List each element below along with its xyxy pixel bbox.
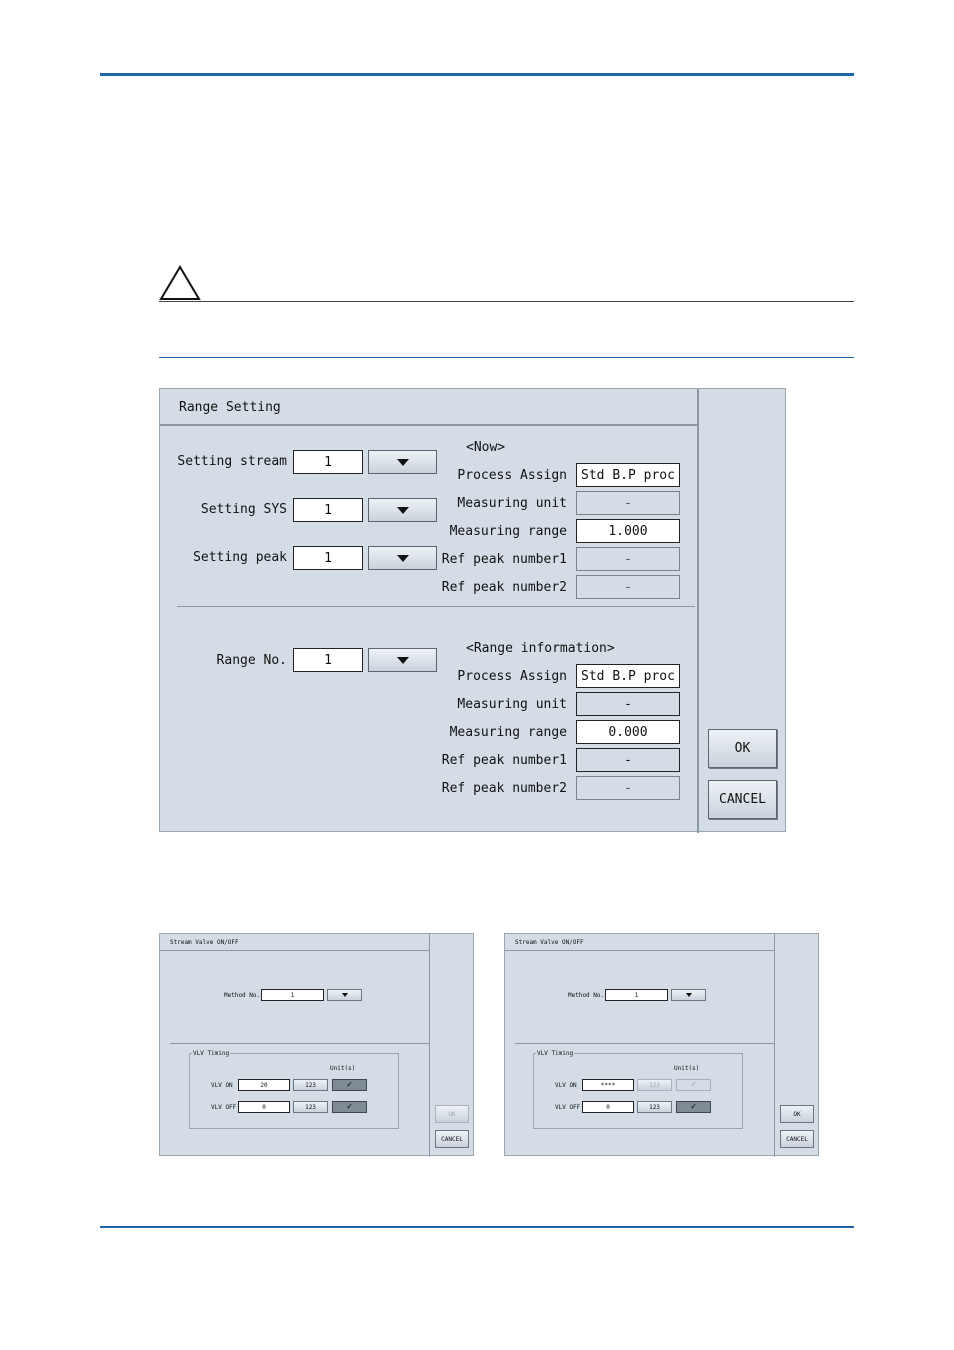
range-measuring-unit-value: - xyxy=(576,692,680,716)
now-measuring-unit-value: - xyxy=(576,491,680,515)
chevron-down-icon xyxy=(397,555,409,562)
setting-stream-field[interactable]: 1 xyxy=(293,450,363,474)
now-ref-peak-2-label: Ref peak number2 xyxy=(441,580,567,595)
section-divider xyxy=(177,606,695,607)
cancel-button[interactable]: CANCEL xyxy=(435,1130,469,1148)
range-process-assign-label: Process Assign xyxy=(457,669,567,684)
valve-screen-right xyxy=(504,933,819,1156)
now-process-assign-label: Process Assign xyxy=(457,468,567,483)
range-measuring-range-label: Measuring range xyxy=(449,725,567,740)
vlv-on-label: VLV ON xyxy=(211,1082,233,1089)
vlv-off-keypad-button[interactable]: 123 xyxy=(637,1101,672,1113)
vlv-on-keypad-button[interactable]: 123 xyxy=(637,1079,672,1091)
screen-title: Range Setting xyxy=(179,400,281,415)
range-no-field[interactable]: 1 xyxy=(293,648,363,672)
section-divider xyxy=(170,1043,429,1044)
unit-label: Unit(s) xyxy=(330,1065,356,1072)
method-no-dropdown[interactable] xyxy=(327,989,362,1001)
vlv-off-unit-checkbox[interactable] xyxy=(332,1101,367,1113)
screen-title: Stream Valve ON/OFF xyxy=(515,939,584,946)
range-info-header: <Range information> xyxy=(466,641,615,656)
range-measuring-range-value: 0.000 xyxy=(576,720,680,744)
vlv-off-label: VLV OFF xyxy=(211,1104,237,1111)
vlv-off-field[interactable]: 0 xyxy=(582,1101,634,1113)
vlv-timing-group xyxy=(533,1053,743,1129)
screen-title: Stream Valve ON/OFF xyxy=(170,939,239,946)
title-divider xyxy=(160,424,697,426)
chevron-down-icon xyxy=(397,459,409,466)
vlv-on-field[interactable]: 20 xyxy=(238,1079,290,1091)
vlv-off-keypad-button[interactable]: 123 xyxy=(293,1101,328,1113)
cancel-button[interactable]: CANCEL xyxy=(780,1130,814,1148)
section-rule xyxy=(159,357,854,358)
caution-icon xyxy=(159,265,201,301)
chevron-down-icon xyxy=(342,993,348,997)
ok-button[interactable]: OK xyxy=(780,1105,814,1123)
section-divider xyxy=(515,1043,774,1044)
button-panel-divider xyxy=(429,934,430,1157)
vlv-off-unit-checkbox[interactable] xyxy=(676,1101,711,1113)
checkmark-icon: ✓ xyxy=(346,1080,353,1090)
now-measuring-range-label: Measuring range xyxy=(449,524,567,539)
title-divider xyxy=(505,950,774,951)
method-no-field[interactable]: 1 xyxy=(605,989,668,1001)
setting-sys-label: Setting SYS xyxy=(200,502,287,517)
vlv-on-unit-checkbox[interactable] xyxy=(332,1079,367,1091)
method-no-label: Method No. xyxy=(568,992,605,999)
vlv-timing-label: VLV Timing xyxy=(537,1050,574,1057)
vlv-off-label: VLV OFF xyxy=(555,1104,581,1111)
vlv-on-label: VLV ON xyxy=(555,1082,577,1089)
now-measuring-unit-label: Measuring unit xyxy=(457,496,567,511)
method-no-label: Method No. xyxy=(224,992,261,999)
now-ref-peak-1-value: - xyxy=(576,547,680,571)
vlv-on-field[interactable]: **** xyxy=(582,1079,634,1091)
now-ref-peak-2-value: - xyxy=(576,575,680,599)
setting-sys-field[interactable]: 1 xyxy=(293,498,363,522)
button-panel-divider xyxy=(774,934,775,1157)
now-process-assign-value: Std B.P proc xyxy=(576,463,680,487)
checkmark-icon: ✓ xyxy=(690,1102,697,1112)
method-no-dropdown[interactable] xyxy=(671,989,706,1001)
now-ref-peak-1-label: Ref peak number1 xyxy=(441,552,567,567)
vlv-timing-group xyxy=(189,1053,399,1129)
range-ref-peak-2-label: Ref peak number2 xyxy=(441,781,567,796)
footer-rule xyxy=(100,1226,854,1228)
ok-button[interactable]: OK xyxy=(435,1105,469,1123)
button-panel-divider xyxy=(697,389,699,833)
vlv-on-unit-checkbox[interactable] xyxy=(676,1079,711,1091)
setting-peak-label: Setting peak xyxy=(193,550,287,565)
setting-peak-field[interactable]: 1 xyxy=(293,546,363,570)
caution-rule xyxy=(159,301,854,302)
vlv-off-field[interactable]: 0 xyxy=(238,1101,290,1113)
range-no-label: Range No. xyxy=(216,653,287,668)
ok-button[interactable]: OK xyxy=(708,729,777,768)
chevron-down-icon xyxy=(397,657,409,664)
range-ref-peak-2-value: - xyxy=(576,776,680,800)
range-measuring-unit-label: Measuring unit xyxy=(457,697,567,712)
chevron-down-icon xyxy=(397,507,409,514)
method-no-field[interactable]: 1 xyxy=(261,989,324,1001)
unit-label: Unit(s) xyxy=(674,1065,700,1072)
setting-stream-label: Setting stream xyxy=(177,454,287,469)
checkmark-icon: ✓ xyxy=(690,1080,697,1090)
chevron-down-icon xyxy=(686,993,692,997)
range-ref-peak-1-label: Ref peak number1 xyxy=(441,753,567,768)
valve-screen-left xyxy=(159,933,474,1156)
vlv-timing-label: VLV Timing xyxy=(193,1050,230,1057)
header-rule xyxy=(100,73,854,76)
checkmark-icon: ✓ xyxy=(346,1102,353,1112)
range-setting-screen xyxy=(159,388,786,832)
vlv-on-keypad-button[interactable]: 123 xyxy=(293,1079,328,1091)
now-measuring-range-value: 1.000 xyxy=(576,519,680,543)
now-header: <Now> xyxy=(466,440,506,455)
cancel-button[interactable]: CANCEL xyxy=(708,780,777,819)
range-process-assign-value: Std B.P proc xyxy=(576,664,680,688)
range-ref-peak-1-value: - xyxy=(576,748,680,772)
title-divider xyxy=(160,950,429,951)
